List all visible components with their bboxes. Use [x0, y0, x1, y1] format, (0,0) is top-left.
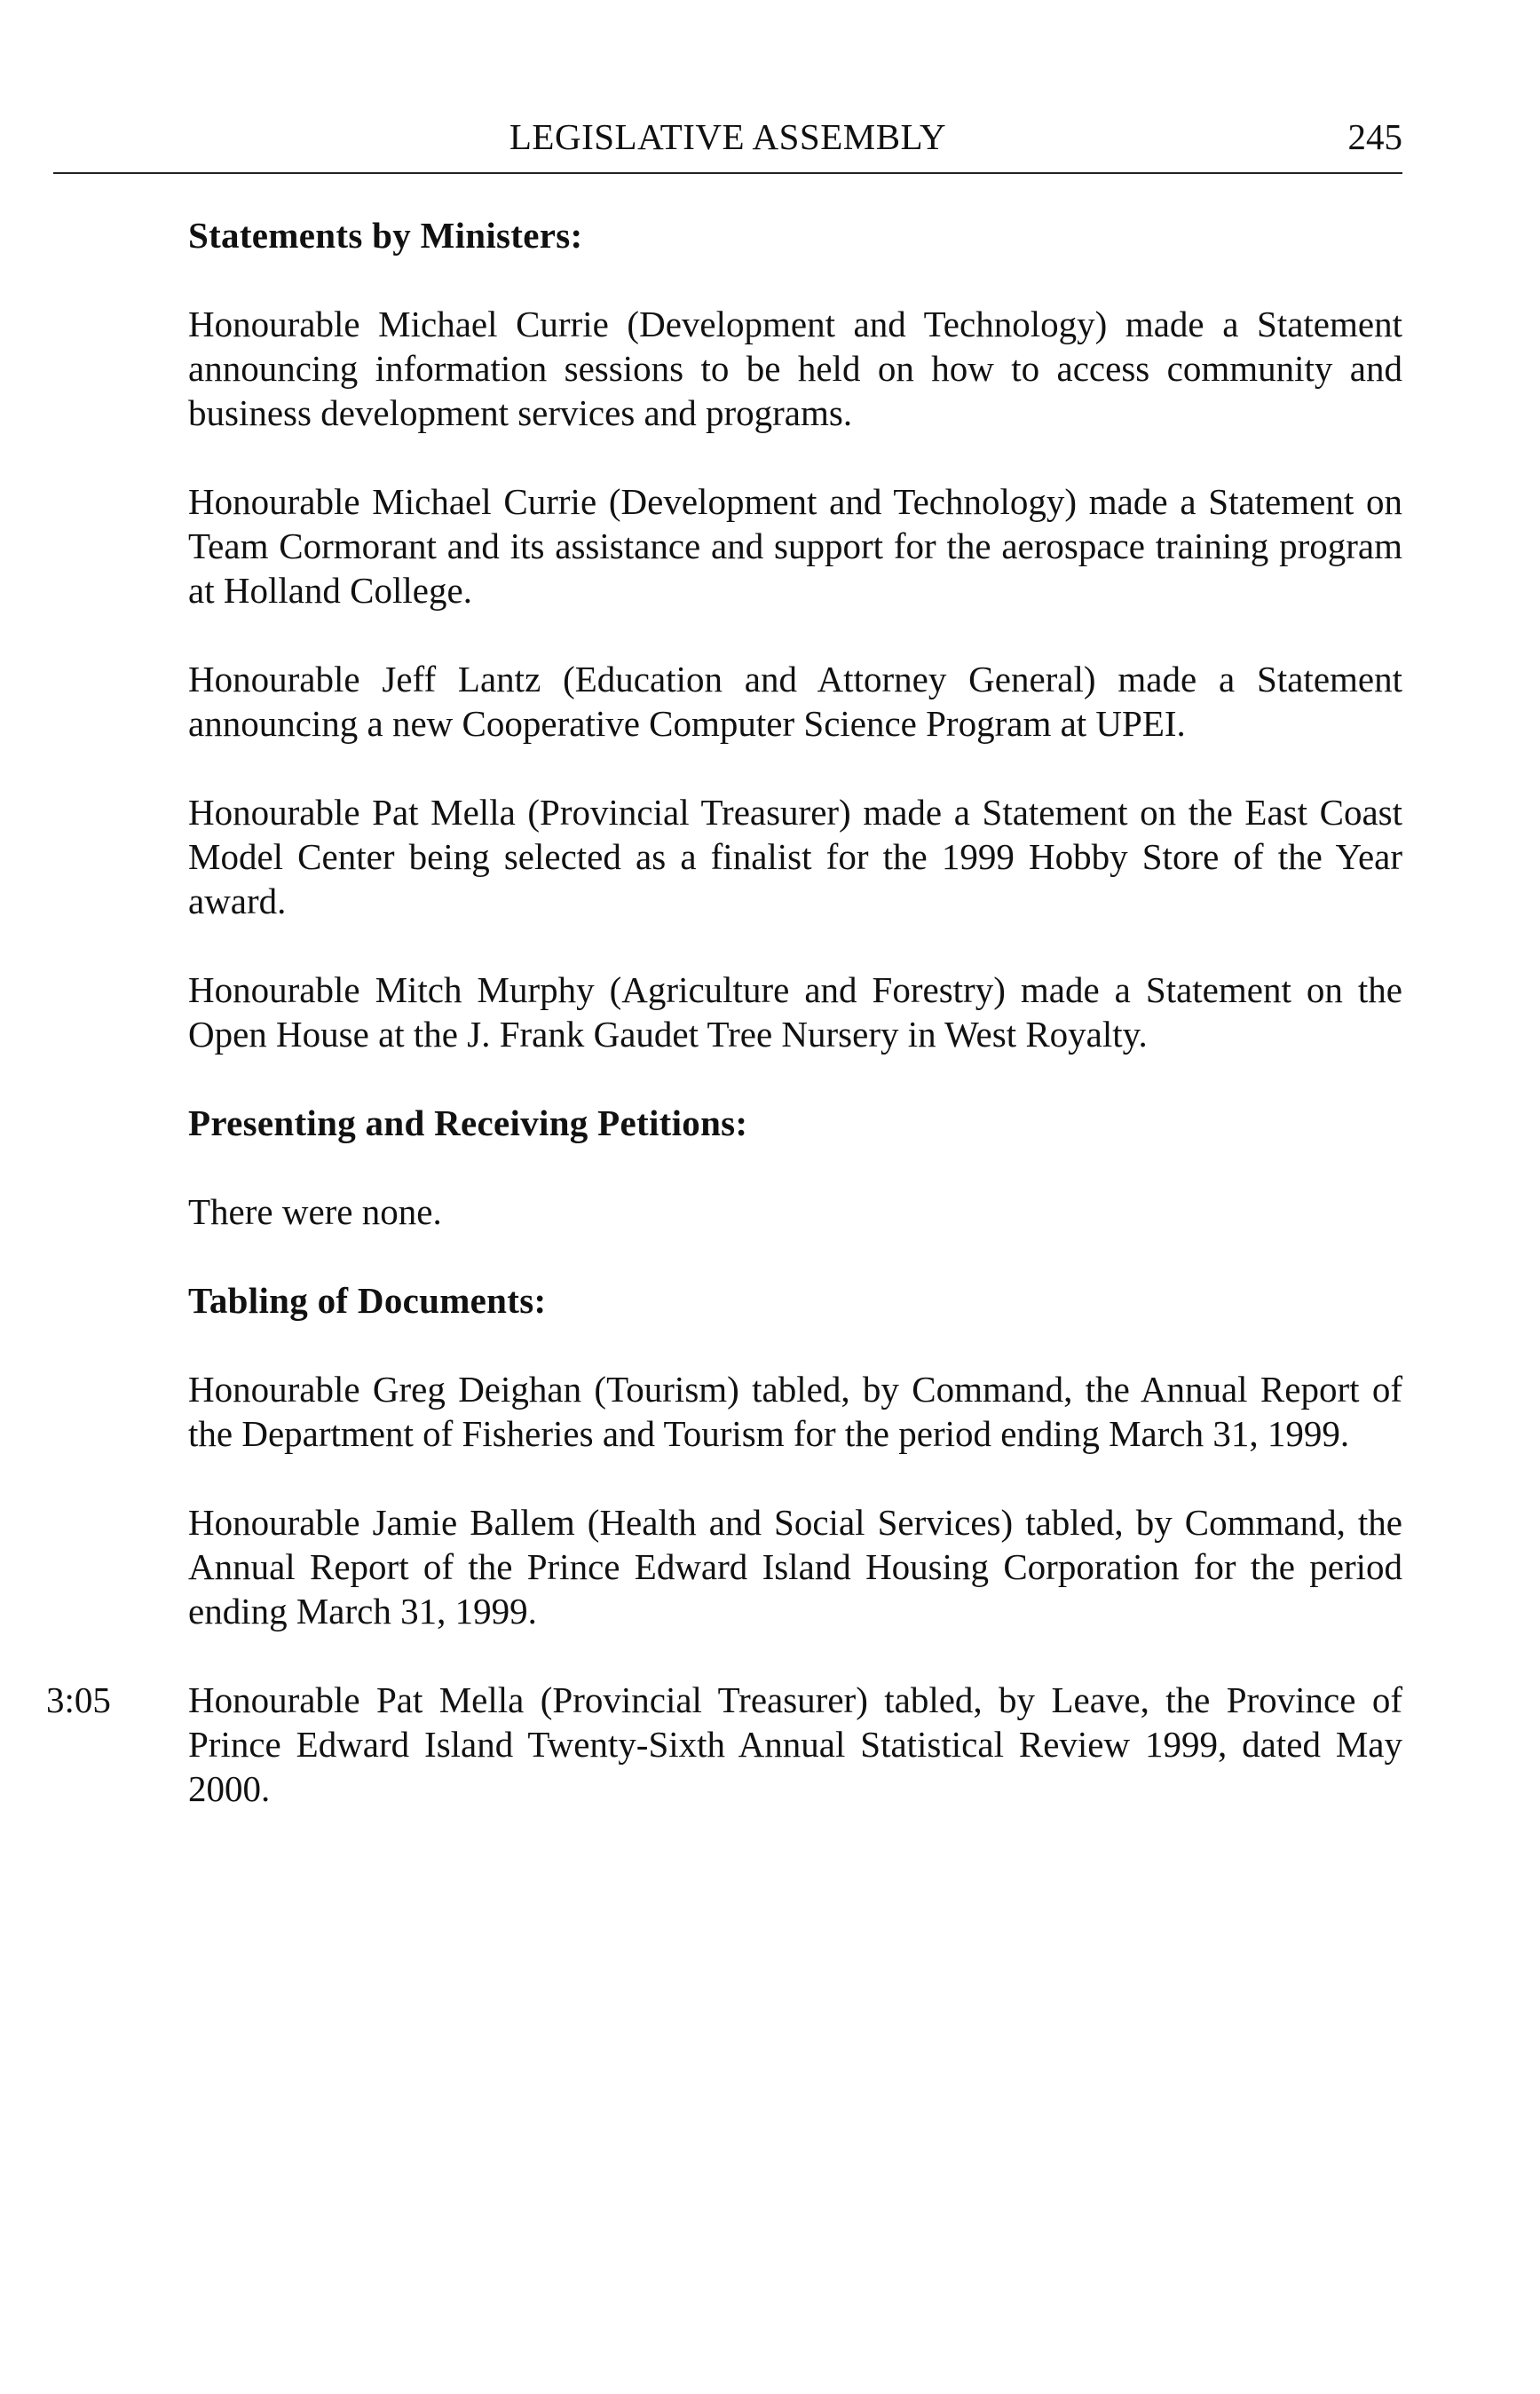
paragraph: Honourable Michael Currie (Development and Technology) made a Statement announcing information sessions to be held on how to access community and business development services and programs.	[188, 304, 1402, 433]
paragraph: Honourable Pat Mella (Provincial Treasurer) made a Statement on the East Coast Model Center being selected as a finalist for the 1999 Hobby Store of the Year award.	[188, 792, 1402, 921]
time-margin-note: 3:05	[46, 1679, 111, 1720]
paragraph-with-time-note	[46, 1678, 1402, 1811]
paragraph: Honourable Michael Currie (Development and Technology) made a Statement on Team Cormorant and its assistance and support for the aerospace training program at Holland College.	[188, 481, 1402, 611]
section-heading-statements: Statements by Ministers:	[188, 215, 583, 256]
paragraph: There were none.	[188, 1191, 442, 1232]
page-content	[46, 213, 1402, 1855]
paragraph: Honourable Mitch Murphy (Agriculture and Forestry) made a Statement on the Open House at the J. Frank Gaudet Tree Nursery in West Royalty.	[188, 969, 1402, 1055]
paragraph: Honourable Jeff Lantz (Education and Attorney General) made a Statement announcing a new Cooperative Computer Science Program at UPEI.	[188, 659, 1402, 744]
header-title: LEGISLATIVE ASSEMBLY	[509, 116, 947, 157]
section-heading-petitions: Presenting and Receiving Petitions:	[188, 1102, 748, 1143]
paragraph: Honourable Greg Deighan (Tourism) tabled, by Command, the Annual Report of the Department of Fisheries and Tourism for the period ending March 31, 1999.	[188, 1369, 1402, 1454]
paragraph-text: Honourable Pat Mella (Provincial Treasurer) tabled, by Leave, the Province of Prince Edward Island Twenty-Sixth Annual Statistical Review 1999, dated May 2000.	[188, 1679, 1402, 1809]
section-heading-tabling: Tabling of Documents:	[188, 1280, 547, 1321]
paragraph: Honourable Jamie Ballem (Health and Social Services) tabled, by Command, the Annual Report of the Prince Edward Island Housing Corporation for the period ending March 31, 1999.	[188, 1502, 1402, 1632]
page-number: 245	[1347, 116, 1402, 157]
running-header	[53, 114, 1402, 174]
